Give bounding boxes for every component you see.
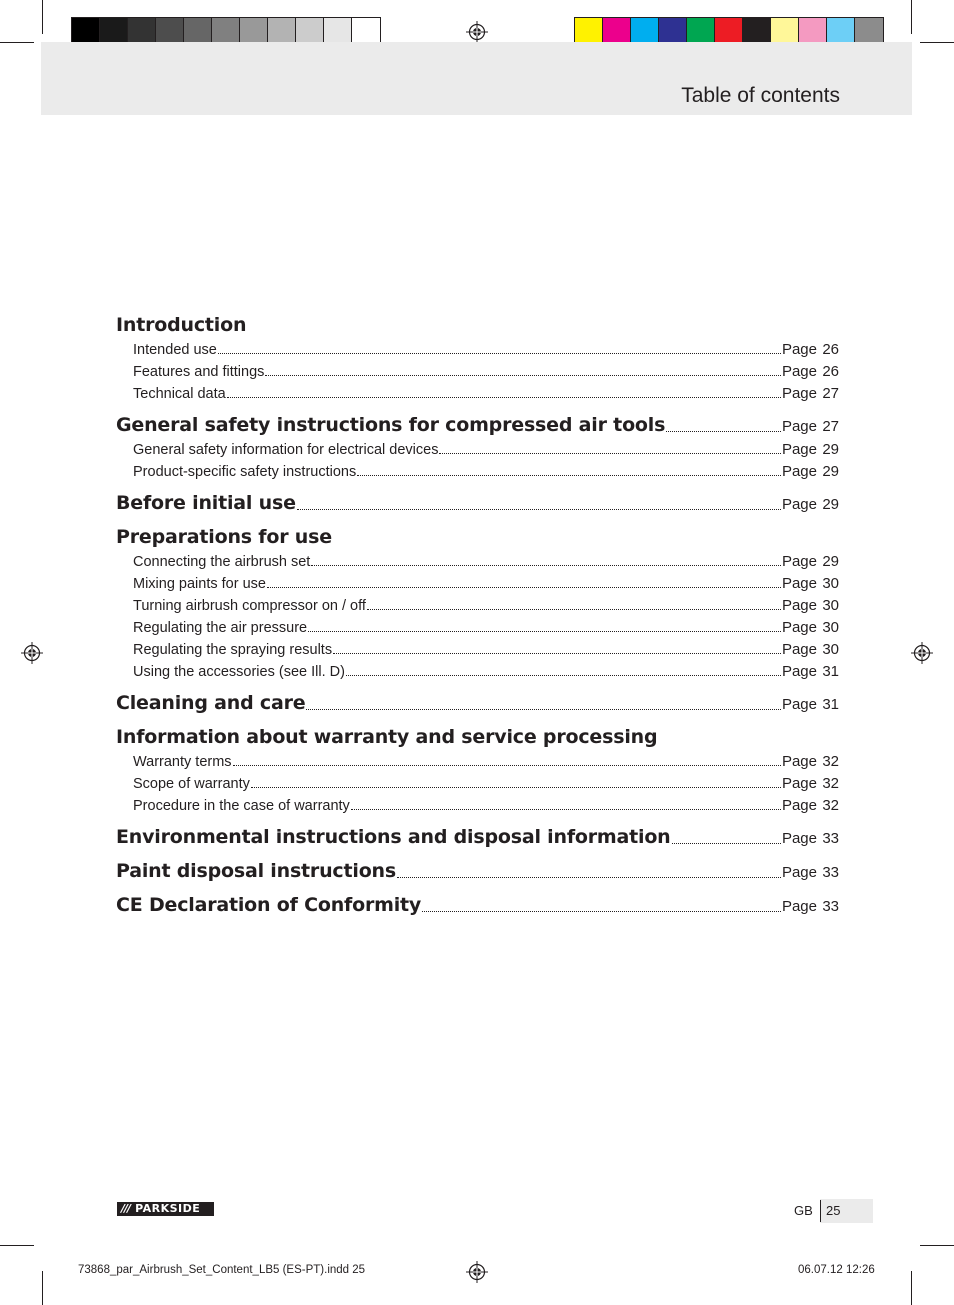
- dot-leader: [333, 652, 781, 654]
- toc-entry: [116, 792, 839, 814]
- page-ref-label: Page: [781, 575, 817, 592]
- toc-section-heading: [116, 724, 839, 748]
- crop-mark: [42, 0, 43, 34]
- entry-label: Regulating the air pressure: [133, 620, 308, 636]
- page-ref-label: Page: [781, 553, 817, 570]
- toc-section: [116, 724, 839, 814]
- page-ref-number: 30: [822, 597, 839, 614]
- toc-entry: [116, 614, 839, 636]
- print-slug-date: 06.07.12 12:26: [798, 1264, 875, 1276]
- page-ref-number: 31: [822, 696, 839, 713]
- page-ref-number: 29: [822, 553, 839, 570]
- section-title: Information about warranty and service processing: [116, 726, 658, 748]
- page-ref-label: Page: [781, 797, 817, 814]
- dot-leader: [672, 842, 781, 844]
- toc-entry: [116, 770, 839, 792]
- entry-label: Mixing paints for use: [133, 576, 266, 592]
- page-ref-label: Page: [781, 463, 817, 480]
- page-ref: [782, 418, 839, 435]
- dot-leader: [311, 564, 781, 566]
- page-ref-label: Page: [781, 363, 817, 380]
- section-title: CE Declaration of Conformity: [116, 894, 422, 916]
- page-ref: [782, 864, 839, 881]
- logo-slashes: ///: [121, 1202, 131, 1215]
- entry-label: Using the accessories (see Ill. D): [133, 664, 345, 680]
- section-title: Paint disposal instructions: [116, 860, 396, 882]
- entry-label: Regulating the spraying results: [133, 642, 333, 658]
- toc-section-heading: [116, 524, 839, 548]
- toc-entry: [116, 592, 839, 614]
- dot-leader: [666, 430, 781, 432]
- logo-text: PARKSIDE: [135, 1202, 201, 1215]
- page-ref-label: Page: [781, 341, 817, 358]
- toc-section-heading: [116, 892, 839, 916]
- toc-entry: [116, 380, 839, 402]
- page-ref-label: Page: [781, 619, 817, 636]
- entry-label: Product-specific safety instructions: [133, 464, 357, 480]
- page-ref-label: Page: [781, 864, 817, 881]
- page-ref: [782, 341, 839, 358]
- toc-entry: [116, 358, 839, 380]
- toc-section: [116, 412, 839, 480]
- parkside-logo: [117, 1202, 214, 1216]
- page-ref-number: 33: [822, 898, 839, 915]
- page-ref-label: Page: [781, 597, 817, 614]
- page-ref-number: 32: [822, 775, 839, 792]
- dot-leader: [218, 352, 781, 354]
- entry-label: Features and fittings: [133, 364, 265, 380]
- section-title: Introduction: [116, 314, 247, 336]
- entry-label: Procedure in the case of warranty: [133, 798, 350, 814]
- toc-entry: [116, 636, 839, 658]
- print-slug-file: 73868_par_Airbrush_Set_Content_LB5 (ES-PT).indd 25: [78, 1264, 366, 1276]
- page-ref: [782, 597, 839, 614]
- section-title: General safety instructions for compressed air tools: [116, 414, 666, 436]
- toc-section: [116, 892, 839, 916]
- crop-mark: [42, 1271, 43, 1305]
- page-ref: [782, 775, 839, 792]
- dot-leader: [308, 630, 781, 632]
- entry-label: Intended use: [133, 342, 217, 358]
- toc-section-heading: [116, 312, 839, 336]
- page-ref-number: 27: [822, 418, 839, 435]
- dot-leader: [422, 910, 781, 912]
- page-ref: [782, 753, 839, 770]
- page-number-divider: [820, 1200, 821, 1222]
- registration-mark-icon: [466, 21, 488, 43]
- toc-entry: [116, 336, 839, 358]
- page-ref: [782, 441, 839, 458]
- page-ref-number: 31: [822, 663, 839, 680]
- page-ref: [782, 898, 839, 915]
- crop-mark: [0, 1245, 34, 1246]
- page-ref: [782, 663, 839, 680]
- page-ref: [782, 363, 839, 380]
- toc-entry: [116, 548, 839, 570]
- page-ref-number: 29: [822, 463, 839, 480]
- toc-entry: [116, 748, 839, 770]
- page-ref-label: Page: [781, 898, 817, 915]
- page-ref: [782, 575, 839, 592]
- page-ref-label: Page: [781, 830, 817, 847]
- page-ref-number: 26: [822, 363, 839, 380]
- entry-label: Turning airbrush compressor on / off: [133, 598, 366, 614]
- dot-leader: [306, 708, 781, 710]
- dot-leader: [227, 396, 781, 398]
- dot-leader: [439, 452, 781, 454]
- page-number: 25: [826, 1203, 841, 1218]
- crop-mark: [920, 1245, 954, 1246]
- crop-mark: [0, 42, 34, 43]
- page-ref: [782, 385, 839, 402]
- dot-leader: [297, 508, 781, 510]
- section-title: Preparations for use: [116, 526, 332, 548]
- dot-leader: [233, 764, 781, 766]
- toc-entry: [116, 658, 839, 680]
- toc-entry: [116, 436, 839, 458]
- crop-mark: [911, 1271, 912, 1305]
- page-ref: [782, 553, 839, 570]
- language-code: GB: [794, 1203, 813, 1218]
- registration-mark-icon: [466, 1261, 488, 1283]
- page-ref: [782, 830, 839, 847]
- page-ref-number: 30: [822, 641, 839, 658]
- page-title: Table of contents: [681, 84, 840, 107]
- page-ref-number: 27: [822, 385, 839, 402]
- page-ref: [782, 463, 839, 480]
- page-ref-label: Page: [781, 753, 817, 770]
- toc-section-heading: [116, 690, 839, 714]
- dot-leader: [265, 374, 781, 376]
- page-ref-label: Page: [781, 696, 817, 713]
- page-ref-label: Page: [781, 496, 817, 513]
- dot-leader: [357, 474, 781, 476]
- page-ref-label: Page: [781, 775, 817, 792]
- page-ref: [782, 696, 839, 713]
- entry-label: Connecting the airbrush set: [133, 554, 311, 570]
- toc-section-heading: [116, 490, 839, 514]
- toc-section: [116, 524, 839, 680]
- dot-leader: [346, 674, 781, 676]
- dot-leader: [397, 876, 781, 878]
- page-ref-number: 33: [822, 830, 839, 847]
- page-ref-number: 30: [822, 619, 839, 636]
- dot-leader: [251, 786, 781, 788]
- page-ref: [782, 496, 839, 513]
- toc-section: [116, 690, 839, 714]
- section-title: Before initial use: [116, 492, 296, 514]
- page-ref-label: Page: [781, 441, 817, 458]
- page-ref-label: Page: [781, 385, 817, 402]
- toc-section: [116, 824, 839, 848]
- dot-leader: [267, 586, 781, 588]
- toc-entry: [116, 570, 839, 592]
- toc-section: [116, 312, 839, 402]
- page-ref-label: Page: [781, 663, 817, 680]
- page-ref: [782, 641, 839, 658]
- toc-section-heading: [116, 824, 839, 848]
- crop-mark: [911, 0, 912, 34]
- toc-section-heading: [116, 858, 839, 882]
- page-ref-number: 26: [822, 341, 839, 358]
- page-ref-number: 29: [822, 441, 839, 458]
- registration-mark-icon: [21, 642, 43, 664]
- entry-label: Scope of warranty: [133, 776, 250, 792]
- toc-entry: [116, 458, 839, 480]
- entry-label: Warranty terms: [133, 754, 232, 770]
- dot-leader: [367, 608, 781, 610]
- toc-section: [116, 858, 839, 882]
- page-ref-number: 33: [822, 864, 839, 881]
- page-ref-label: Page: [781, 418, 817, 435]
- page-ref-label: Page: [781, 641, 817, 658]
- table-of-contents: [116, 312, 839, 926]
- crop-mark: [920, 42, 954, 43]
- dot-leader: [351, 808, 781, 810]
- page-ref: [782, 619, 839, 636]
- page-ref: [782, 797, 839, 814]
- page-ref-number: 29: [822, 496, 839, 513]
- registration-mark-icon: [911, 642, 933, 664]
- entry-label: General safety information for electrical devices: [133, 442, 439, 458]
- section-title: Environmental instructions and disposal information: [116, 826, 671, 848]
- page-ref-number: 32: [822, 753, 839, 770]
- page-ref-number: 32: [822, 797, 839, 814]
- toc-section: [116, 490, 839, 514]
- page-ref-number: 30: [822, 575, 839, 592]
- toc-section-heading: [116, 412, 839, 436]
- section-title: Cleaning and care: [116, 692, 306, 714]
- entry-label: Technical data: [133, 386, 226, 402]
